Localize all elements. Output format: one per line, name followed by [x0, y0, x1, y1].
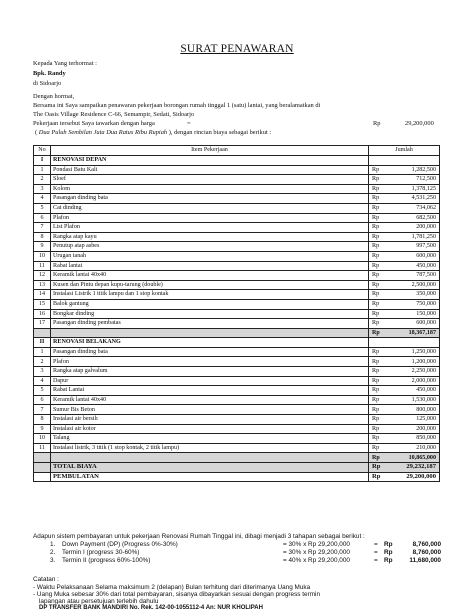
table-row: [34, 424, 440, 434]
table-row: [34, 299, 440, 309]
row-currency: Rp: [369, 213, 384, 223]
words-open: (: [35, 129, 38, 136]
term-calculation: = 40% x Rp 29,200,000: [283, 557, 350, 564]
table-row: [34, 309, 440, 319]
table-row: [34, 376, 440, 386]
row-amount: 450,000: [384, 386, 440, 396]
row-item: Sumur Bis Beton: [51, 405, 369, 415]
row-no: 8: [34, 232, 51, 242]
row-currency: Rp: [369, 415, 384, 425]
row-item: Rabat Lantai: [51, 386, 369, 396]
row-amount: 850,000: [384, 434, 440, 444]
row-item: Rangka atap kayu: [51, 232, 369, 242]
recipient-location: di Sidoarjo: [33, 80, 62, 87]
row-item: Pasangan dinding bata: [51, 194, 369, 204]
subtotal-amount: 18,367,187: [384, 328, 440, 338]
table-row: [34, 251, 440, 261]
row-item: Instalasi Listrik 1 titik lampu dan 1 stop kontak: [51, 290, 369, 300]
row-item: Balok gantung: [51, 299, 369, 309]
row-amount: 712,500: [384, 175, 440, 185]
row-currency: Rp: [369, 194, 384, 204]
row-no: 1: [34, 347, 51, 357]
row-amount: 1,282,500: [384, 165, 440, 175]
row-amount: 1,378,125: [384, 184, 440, 194]
row-amount: 682,500: [384, 213, 440, 223]
row-no: 13: [34, 280, 51, 290]
row-item: Instalasi air bersih: [51, 415, 369, 425]
row-amount: 4,531,250: [384, 194, 440, 204]
row-currency: Rp: [369, 367, 384, 377]
table-row: [34, 271, 440, 281]
total-currency: Rp: [369, 463, 384, 473]
subtotal-row-back: [34, 453, 440, 463]
row-currency: Rp: [369, 357, 384, 367]
row-item: Keramik lantai 40x40: [51, 395, 369, 405]
term-amount: 8,760,000: [412, 549, 441, 556]
row-amount: 800,000: [384, 405, 440, 415]
row-amount: 2,250,000: [384, 367, 440, 377]
row-no: 5: [34, 203, 51, 213]
rounded-total-row: [34, 472, 440, 482]
intro-line-2: The Oasis Village Residence C-66, Semampir, Sedati, Sidoarjo: [33, 111, 195, 118]
table-body: [34, 156, 440, 482]
row-amount: 600,000: [384, 319, 440, 329]
row-currency: Rp: [369, 376, 384, 386]
offer-in-words-line: [35, 129, 271, 137]
cost-breakdown-table: [33, 145, 440, 482]
row-no: 1: [34, 165, 51, 175]
intro-line-1: Bersama ini Saya sampaikan penawaran pekerjaan borongan rumah tinggal 1 (satu) lantai, yang beralamatkan di: [33, 102, 321, 109]
header-item: Item Pekerjaan: [51, 146, 369, 156]
payment-intro: Adapun sistem pembayaran untuk pekerjaan Renovasi Rumah Tinggal ini, dibagi menjadi 3 tahapan sebagai berikut :: [33, 533, 365, 540]
row-amount: 997,500: [384, 242, 440, 252]
notes-title: Catatan :: [33, 576, 59, 583]
row-item: Kolom: [51, 184, 369, 194]
table-row: [34, 386, 440, 396]
addressee-label: Kepada Yang terhormat :: [33, 60, 97, 67]
term-amount: 8,760,000: [412, 541, 441, 548]
subtotal-currency: Rp: [369, 453, 384, 463]
row-amount: 600,000: [384, 251, 440, 261]
row-currency: Rp: [369, 424, 384, 434]
row-amount: 2,500,000: [384, 280, 440, 290]
row-amount: 1,250,000: [384, 347, 440, 357]
row-no: 3: [34, 367, 51, 377]
term-no: 3.: [50, 557, 56, 564]
row-amount: 350,000: [384, 290, 440, 300]
term-currency: Rp: [384, 557, 393, 564]
table-row: [34, 203, 440, 213]
rounded-amount: 29,200,000: [384, 472, 440, 482]
table-row: [34, 232, 440, 242]
row-currency: Rp: [369, 405, 384, 415]
offer-equals: =: [187, 120, 191, 127]
row-no: 8: [34, 415, 51, 425]
row-currency: Rp: [369, 175, 384, 185]
rounded-currency: Rp: [369, 472, 384, 482]
row-amount: 125,000: [384, 415, 440, 425]
row-currency: Rp: [369, 299, 384, 309]
row-currency: Rp: [369, 386, 384, 396]
row-item: Talang: [51, 434, 369, 444]
offer-amount: 29,200,000: [405, 120, 434, 127]
table-row: [34, 319, 440, 329]
row-no: 4: [34, 194, 51, 204]
row-amount: 200,000: [384, 223, 440, 233]
row-item: List Plafon: [51, 223, 369, 233]
row-no: 3: [34, 184, 51, 194]
row-amount: 200,000: [384, 424, 440, 434]
term-amount: 11,680,000: [409, 557, 441, 564]
rounded-label: PEMBULATAN: [51, 472, 369, 482]
total-amount: 29,232,187: [384, 463, 440, 473]
offer-currency: Rp: [373, 120, 381, 127]
row-currency: Rp: [369, 347, 384, 357]
table-row: [34, 242, 440, 252]
row-no: 9: [34, 242, 51, 252]
table-row: [34, 213, 440, 223]
term-calculation: = 30% x Rp 29,200,000: [283, 541, 350, 548]
row-currency: Rp: [369, 271, 384, 281]
row-item: Pasangan dinding pembatas: [51, 319, 369, 329]
term-label: Termin II (progress 60%-100%): [62, 557, 151, 564]
row-no: 12: [34, 271, 51, 281]
row-item: Penutup atap asbes: [51, 242, 369, 252]
row-no: 7: [34, 405, 51, 415]
term-currency: Rp: [384, 549, 393, 556]
row-no: 4: [34, 376, 51, 386]
row-amount: 2,000,000: [384, 376, 440, 386]
row-currency: Rp: [369, 165, 384, 175]
row-no: 10: [34, 434, 51, 444]
section-no: I: [34, 156, 51, 166]
subtotal-row-front: [34, 328, 440, 338]
row-amount: 1,200,000: [384, 357, 440, 367]
row-amount: 750,000: [384, 299, 440, 309]
term-no: 2.: [50, 549, 56, 556]
row-amount: 450,000: [384, 261, 440, 271]
row-amount: 210,000: [384, 443, 440, 453]
section-no: II: [34, 338, 51, 348]
table-row: [34, 443, 440, 453]
row-item: Rabat lantai: [51, 261, 369, 271]
row-currency: Rp: [369, 261, 384, 271]
note-down-payment: - Uang Muka sebesar 30% dari total pembayaran, sisanya dibayarkan sesuai dengan progress termin: [33, 591, 321, 598]
row-no: 6: [34, 395, 51, 405]
table-row: [34, 175, 440, 185]
row-currency: Rp: [369, 290, 384, 300]
row-no: 2: [34, 357, 51, 367]
subtotal-currency: Rp: [369, 328, 384, 338]
term-equals: =: [374, 557, 378, 564]
row-no: 11: [34, 261, 51, 271]
term-equals: =: [374, 549, 378, 556]
row-item: Bongkar dinding: [51, 309, 369, 319]
term-currency: Rp: [384, 541, 393, 548]
row-no: 5: [34, 386, 51, 396]
section-row-back: [34, 338, 440, 348]
offer-in-words: Dua Puluh Sembilan Juta Dua Ratus Ribu Rupiah: [38, 129, 168, 136]
row-currency: Rp: [369, 223, 384, 233]
section-title: RENOVASI DEPAN: [51, 156, 369, 166]
row-item: Instalasi listrik, 3 titik (1 stop kontak, 2 titik lampu): [51, 443, 369, 453]
row-no: 2: [34, 175, 51, 185]
row-currency: Rp: [369, 251, 384, 261]
row-no: 16: [34, 309, 51, 319]
note-duration: - Waktu Pelaksanaan Selama maksimum 2 (delapan) Bulan terhitung dari diterimanya Uang Muka: [33, 584, 311, 591]
header-no: No: [34, 146, 51, 156]
row-currency: Rp: [369, 395, 384, 405]
table-row: [34, 347, 440, 357]
row-currency: Rp: [369, 434, 384, 444]
row-currency: Rp: [369, 309, 384, 319]
section-title: RENOVASI BELAKANG: [51, 338, 369, 348]
row-no: 17: [34, 319, 51, 329]
row-amount: 734,062: [384, 203, 440, 213]
row-amount: 150,000: [384, 309, 440, 319]
table-row: [34, 223, 440, 233]
row-no: 11: [34, 443, 51, 453]
table-row: [34, 280, 440, 290]
term-equals: =: [374, 541, 378, 548]
row-item: Urugan tanah: [51, 251, 369, 261]
greeting: Dengan hormat,: [33, 93, 75, 100]
row-item: Pasangan dinding bata: [51, 347, 369, 357]
offer-label: Pekerjaan tersebut Saya tawarkan dengan harga: [33, 120, 155, 127]
row-no: 7: [34, 223, 51, 233]
row-currency: Rp: [369, 184, 384, 194]
row-amount: 787,500: [384, 271, 440, 281]
table-row: [34, 434, 440, 444]
table-row: [34, 395, 440, 405]
row-no: 6: [34, 213, 51, 223]
term-label: Down Payment (DP) (Progress 0%-30%): [62, 541, 178, 548]
table-row: [34, 261, 440, 271]
row-currency: Rp: [369, 232, 384, 242]
row-item: Instalasi air kotor: [51, 424, 369, 434]
table-row: [34, 165, 440, 175]
table-row: [34, 405, 440, 415]
term-no: 1.: [50, 541, 56, 548]
words-close: ), dengan rincian biaya sebagai berikut :: [168, 129, 272, 136]
row-item: Pondasi Batu Kali: [51, 165, 369, 175]
row-currency: Rp: [369, 443, 384, 453]
row-amount: 1,781,250: [384, 232, 440, 242]
row-item: Cat dinding: [51, 203, 369, 213]
row-item: Dapur: [51, 376, 369, 386]
table-row: [34, 357, 440, 367]
row-currency: Rp: [369, 242, 384, 252]
row-item: Plafon: [51, 213, 369, 223]
row-item: Keramik lantai 40x40: [51, 271, 369, 281]
row-item: Kusen dan Pintu depan kupu-tarung (double): [51, 280, 369, 290]
row-currency: Rp: [369, 319, 384, 329]
bank-transfer-info: DP TRANSFER BANK MANDIRI No. Rek. 142-00-1055112-4 An: NUR KHOLIPAH: [39, 605, 263, 611]
table-header-row: [34, 146, 440, 156]
section-row-front: [34, 156, 440, 166]
term-label: Termin I (progress 30-60%): [62, 549, 140, 556]
row-amount: 1,530,000: [384, 395, 440, 405]
table-row: [34, 367, 440, 377]
row-currency: Rp: [369, 203, 384, 213]
row-item: Rangka atap galvalum: [51, 367, 369, 377]
table-row: [34, 194, 440, 204]
row-currency: Rp: [369, 280, 384, 290]
table-row: [34, 415, 440, 425]
total-label: TOTAL BIAYA: [51, 463, 369, 473]
table-row: [34, 184, 440, 194]
row-no: 15: [34, 299, 51, 309]
document-title: SURAT PENAWARAN: [180, 43, 294, 55]
row-no: 9: [34, 424, 51, 434]
header-amount: Jumlah: [369, 146, 440, 156]
row-item: Plafon: [51, 357, 369, 367]
total-row: [34, 463, 440, 473]
row-item: Sloef: [51, 175, 369, 185]
table-row: [34, 290, 440, 300]
row-no: 10: [34, 251, 51, 261]
note-down-payment-cont: lapangan atau persetujuan terlebih dahulu: [39, 598, 159, 605]
term-calculation: = 30% x Rp 29,200,000: [283, 549, 350, 556]
recipient-name: Bpk. Randy: [33, 70, 66, 77]
subtotal-amount: 10,865,000: [384, 453, 440, 463]
row-no: 14: [34, 290, 51, 300]
